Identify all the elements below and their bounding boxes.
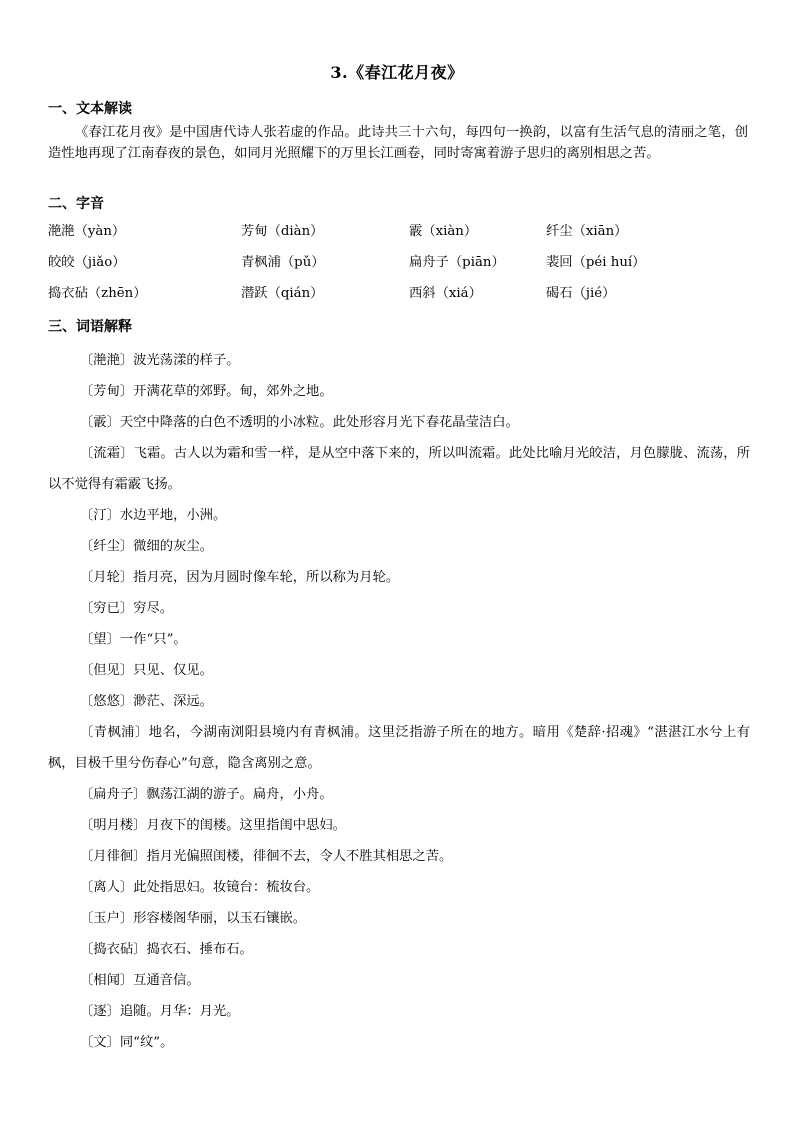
glossary-entry: 〔青枫浦〕地名，今湖南浏阳县境内有青枫浦。这里泛指游子所在的地方。暗用《楚辞·招魂》“湛湛江水兮上有枫，目极千里兮伤春心”句意，隐含离别之意。 bbox=[48, 725, 750, 771]
pronunciation-item: 裴回（péi huí） bbox=[546, 255, 646, 270]
section-heading-glossary: 三、词语解释 bbox=[48, 319, 132, 335]
pronunciation-item: 青枫浦（pǔ） bbox=[241, 255, 325, 270]
glossary-entry: 〔纤尘〕微细的灰尘。 bbox=[80, 539, 213, 554]
glossary-entry: 〔文〕同“纹”。 bbox=[80, 1035, 174, 1050]
glossary-entry: 〔捣衣砧〕捣衣石、捶布石。 bbox=[80, 942, 253, 957]
pronunciation-row bbox=[48, 282, 748, 313]
pronunciation-item: 西斜（xiá） bbox=[409, 286, 482, 301]
section-heading-intro: 一、文本解读 bbox=[48, 101, 132, 117]
pronunciation-item: 扁舟子（piān） bbox=[409, 255, 505, 270]
intro-paragraph: 《春江花月夜》是中国唐代诗人张若虚的作品。此诗共三十六句，每四句一换韵，以富有生活气息的清丽之笔，创造性地再现了江南春夜的景色，如同月光照耀下的万里长江画卷，同时寄寓着游子思归的离别相思之苦。 bbox=[48, 125, 748, 161]
glossary-entry: 〔明月楼〕月夜下的闺楼。这里指闺中思妇。 bbox=[80, 818, 346, 833]
pronunciation-row bbox=[48, 251, 748, 282]
glossary-entry: 〔汀〕水边平地，小洲。 bbox=[80, 508, 227, 523]
glossary-entry: 〔悠悠〕渺茫、深远。 bbox=[80, 694, 213, 709]
glossary-entry: 〔月徘徊〕指月光偏照闺楼，徘徊不去，令人不胜其相思之苦。 bbox=[80, 849, 453, 864]
pronunciation-row bbox=[48, 220, 748, 251]
glossary-entry: 〔逐〕追随。月华：月光。 bbox=[80, 1004, 240, 1019]
glossary-entry: 〔穷已〕穷尽。 bbox=[80, 601, 174, 616]
glossary-entry: 〔芳甸〕开满花草的郊野。甸，郊外之地。 bbox=[80, 384, 333, 399]
glossary-entry: 〔扁舟子〕飘荡江湖的游子。扁舟，小舟。 bbox=[80, 787, 333, 802]
glossary-entry: 〔玉户〕形容楼阁华丽，以玉石镶嵌。 bbox=[80, 911, 307, 926]
pronunciation-item: 皎皎（jiǎo） bbox=[48, 255, 126, 270]
section-heading-pronunciation: 二、字音 bbox=[48, 196, 104, 212]
glossary-entry: 〔但见〕只见、仅见。 bbox=[80, 663, 213, 678]
pronunciation-item: 潜跃（qián） bbox=[241, 286, 324, 301]
pronunciation-item: 芳甸（diàn） bbox=[241, 224, 324, 239]
glossary-entry: 〔望〕一作“只”。 bbox=[80, 632, 187, 647]
glossary-entry: 〔霰〕天空中降落的白色不透明的小冰粒。此处形容月光下春花晶莹洁白。 bbox=[80, 415, 519, 430]
pronunciation-item: 滟滟（yàn） bbox=[48, 224, 126, 239]
glossary-entry: 〔相闻〕互通音信。 bbox=[80, 973, 200, 988]
glossary-entry: 〔滟滟〕波光荡漾的样子。 bbox=[80, 353, 240, 368]
pronunciation-table bbox=[48, 220, 748, 313]
glossary-entry: 〔离人〕此处指思妇。妆镜台：梳妆台。 bbox=[80, 880, 320, 895]
pronunciation-item: 霰（xiàn） bbox=[409, 224, 478, 239]
pronunciation-item: 捣衣砧（zhēn） bbox=[48, 286, 147, 301]
glossary-list bbox=[48, 345, 750, 1058]
pronunciation-item: 碣石（jié） bbox=[546, 286, 616, 301]
glossary-entry: 〔流霜〕飞霜。古人以为霜和雪一样，是从空中落下来的，所以叫流霜。此处比喻月光皎洁，月色朦胧、流荡，所以不觉得有霜霰飞扬。 bbox=[48, 446, 750, 492]
document-title: 3.《春江花月夜》 bbox=[330, 63, 464, 82]
pronunciation-item: 纤尘（xiān） bbox=[546, 224, 628, 239]
glossary-entry: 〔月轮〕指月亮，因为月圆时像车轮，所以称为月轮。 bbox=[80, 570, 400, 585]
